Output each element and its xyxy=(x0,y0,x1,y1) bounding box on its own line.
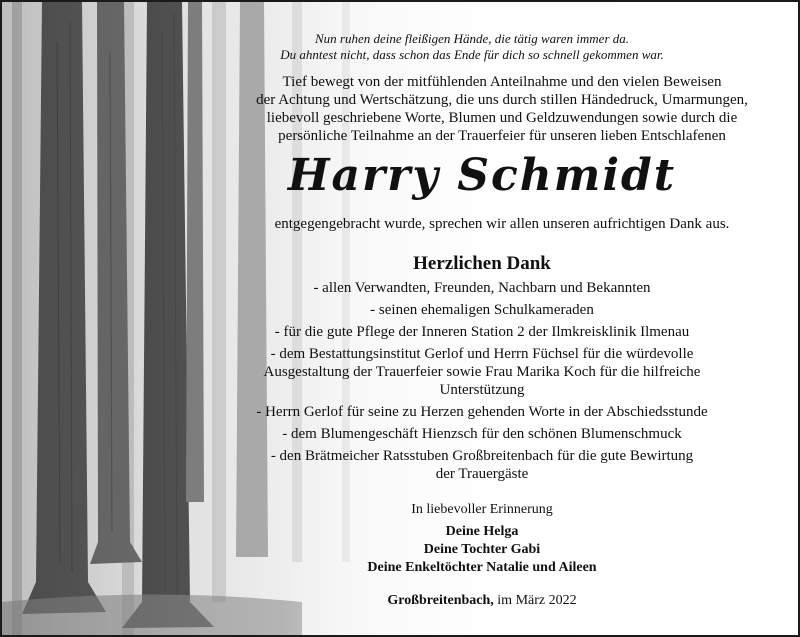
after-name-line: entgegengebracht wurde, sprechen wir allen unseren aufrichtigen Dank aus. xyxy=(274,216,730,232)
intro-line: der Achtung und Wertschätzung, die uns durch stillen Händedruck, Umarmungen, xyxy=(256,92,748,108)
thanks-line: - dem Bestattungsinstitut Gerlof und Herrn Füchsel für die würdevolle xyxy=(270,346,694,362)
thanks-line: - Herrn Gerlof für seine zu Herzen gehenden Worte in der Abschiedsstunde xyxy=(256,404,708,420)
thanks-line: - den Brätmeicher Ratsstuben Großbreitenbach für die gute Bewirtung xyxy=(270,448,694,464)
thanks-line: - seinen ehemaligen Schulkameraden xyxy=(370,302,594,318)
poem-line: Du ahntest nicht, dass schon das Ende für dich so schnell gekommen war. xyxy=(280,47,664,62)
signature-line: Deine Helga xyxy=(445,524,519,539)
closing-line: In liebevoller Erinnerung xyxy=(411,502,553,517)
intro-line: Tief bewegt von der mitfühlenden Anteilnahme und den vielen Beweisen xyxy=(282,74,722,90)
thanks-line: Unterstützung xyxy=(439,382,525,398)
obituary-text xyxy=(2,2,800,637)
place-date-line xyxy=(82,593,800,609)
poem-line: Nun ruhen deine fleißigen Hände, die tätig waren immer da. xyxy=(315,31,629,46)
intro-line: liebevoll geschriebene Worte, Blumen und Geldzuwendungen sowie durch die xyxy=(266,110,738,126)
thanks-line: Ausgestaltung der Trauerfeier sowie Frau Marika Koch für die hilfreiche xyxy=(263,364,701,380)
thanks-line: der Trauergäste xyxy=(435,466,529,482)
thanks-heading: Herzlichen Dank xyxy=(413,253,551,274)
intro-line: persönliche Teilnahme an der Trauerfeier für unseren lieben Entschlafenen xyxy=(278,128,726,144)
thanks-line: - allen Verwandten, Freunden, Nachbarn und Bekannten xyxy=(313,280,651,296)
deceased-name: Harry Schmidt xyxy=(287,150,677,201)
signature-line: Deine Tochter Gabi xyxy=(423,542,541,557)
signature-line: Deine Enkeltöchter Natalie und Aileen xyxy=(367,560,597,575)
thanks-line: - dem Blumengeschäft Hienzsch für den schönen Blumenschmuck xyxy=(282,426,682,442)
date: im März 2022 xyxy=(497,593,577,608)
place: Großbreitenbach, xyxy=(387,593,494,608)
thanks-line: - für die gute Pflege der Inneren Station 2 der Ilmkreisklinik Ilmenau xyxy=(274,324,690,340)
